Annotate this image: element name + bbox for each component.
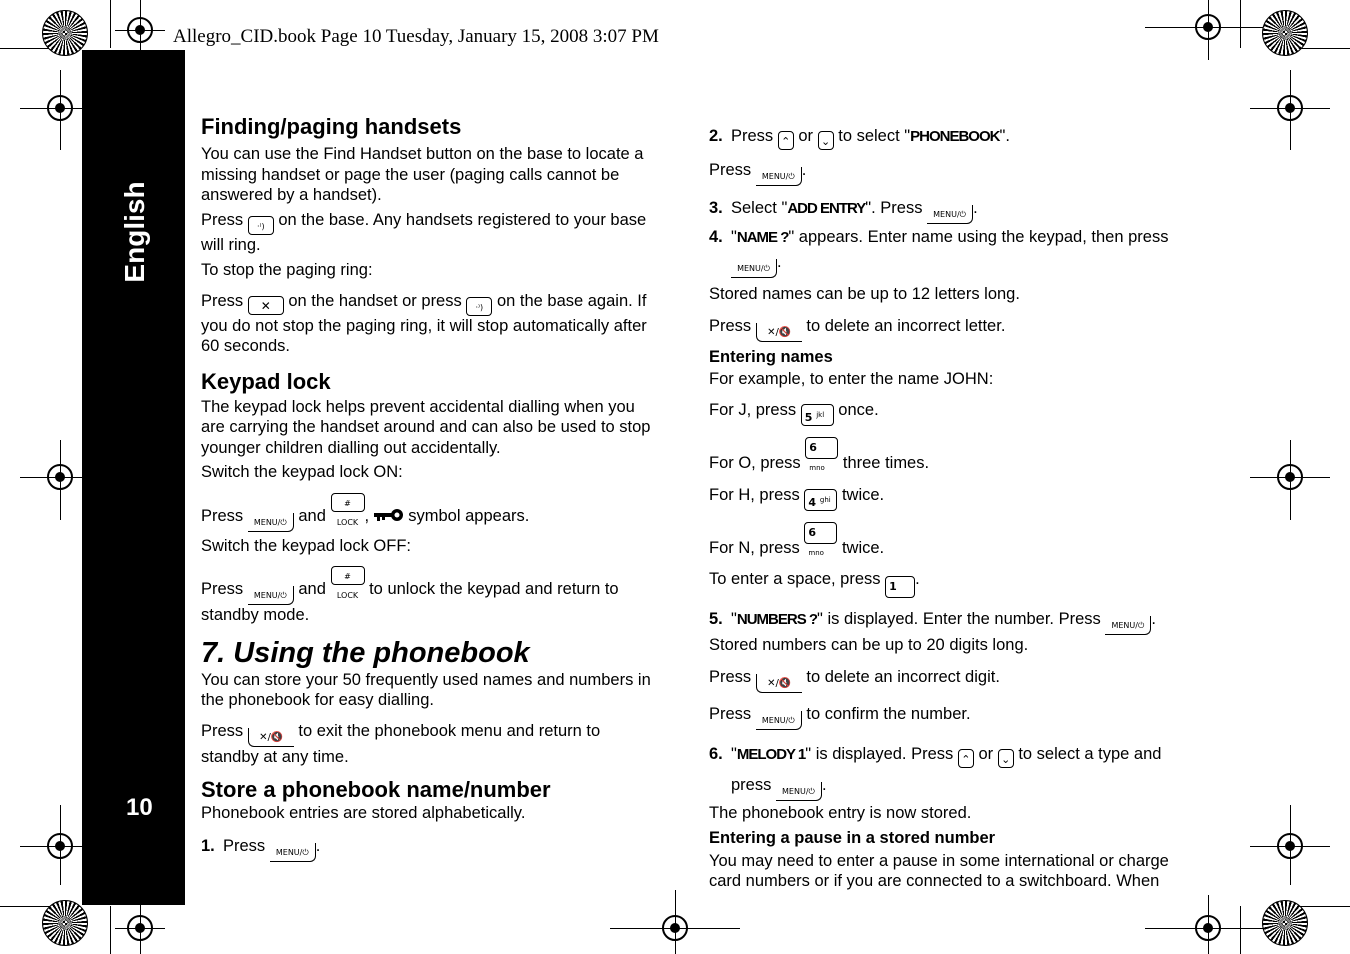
key-6-icon: 6 $^{mno}$: [804, 522, 837, 544]
menu-key-icon: MENU/⏻: [248, 586, 294, 605]
finding-heading: Finding/paging handsets: [201, 114, 462, 139]
keypad-off-text: Press MENU/⏻ and # LOCK to unlock the keypad and return to standby mode.: [201, 566, 661, 626]
mute-delete-key-icon: ✕/🔇: [756, 674, 802, 693]
color-dial-mark: [1262, 10, 1308, 56]
keypad-intro: The keypad lock helps prevent accidental dialling when you are carrying the handset around and can also be used to stop younger children dialling out accidentally.: [201, 397, 651, 457]
key-4-icon: 4 $^{ghi}$: [804, 489, 837, 511]
hash-lock-key-icon: # LOCK: [331, 566, 365, 585]
pause-heading: Entering a pause in a stored number: [709, 829, 996, 847]
registration-mark: [662, 915, 688, 941]
end-call-key-icon: ✕: [248, 296, 284, 315]
menu-key-icon: MENU/⏻: [776, 782, 822, 801]
registration-mark: [47, 833, 73, 859]
step-6-press: press MENU/⏻ .: [709, 775, 1179, 801]
registration-mark: [47, 95, 73, 121]
registration-mark: [1277, 464, 1303, 490]
john-example: For example, to enter the name JOHN:: [709, 369, 994, 388]
for-h: For H, press 4 $^{ghi}$ twice.: [709, 485, 885, 509]
registration-mark: [127, 915, 153, 941]
mute-delete-key-icon: ✕/🔇: [756, 323, 802, 342]
menu-key-icon: MENU/⏻: [756, 711, 802, 730]
step-1: 1. Press MENU/⏻ .: [201, 836, 661, 862]
stop-paging-label: To stop the paging ring:: [201, 261, 373, 279]
registration-mark: [1195, 915, 1221, 941]
pause-text: You may need to enter a pause in some international or charge card numbers or if you are connected to a switchboard. When: [709, 851, 1169, 890]
registration-mark: [1277, 95, 1303, 121]
left-column: [201, 114, 661, 862]
step-3: 3. Select "ADD ENTRY". Press MENU/⏻ .: [709, 198, 1179, 224]
step-4: 4. "NAME ?" appears. Enter name using the keypad, then press: [709, 228, 1169, 246]
confirm-number: Press MENU/⏻ to confirm the number.: [709, 704, 1179, 730]
key-5-icon: 5 $^{jkl}$: [801, 404, 834, 426]
right-column: [709, 126, 1179, 892]
key-1-icon: 1: [885, 576, 915, 598]
delete-digit: Press ✕/🔇 to delete an incorrect digit.: [709, 667, 1179, 693]
key-6-icon: 6 $^{mno}$: [805, 437, 838, 459]
key-lock-icon: [374, 507, 404, 521]
store-heading: Store a phonebook name/number: [201, 777, 551, 802]
down-arrow-key-icon: ⌄: [998, 749, 1014, 768]
menu-key-icon: MENU/⏻: [1105, 616, 1151, 635]
delete-letter: Press ✕/🔇 to delete an incorrect letter.: [709, 316, 1179, 342]
finding-intro: You can use the Find Handset button on the base to locate a missing handset or page the user (paging calls cannot be answered by a handset).: [201, 145, 644, 204]
step-6: 6. "MELODY 1" is displayed. Press ⌃ or ⌄ to select a type and: [709, 744, 1162, 766]
step-2: 2. Press ⌃ or ⌄ to select "PHONEBOOK".: [709, 127, 1010, 148]
keypad-lock-heading: Keypad lock: [201, 368, 331, 394]
stop-paging-text: Press ✕ on the handset or press ·⁾) on the base again. If you do not stop the paging ring, it will stop automatically after 60 seconds.: [201, 291, 647, 355]
color-dial-mark: [42, 900, 88, 946]
color-dial-mark: [1262, 900, 1308, 946]
for-n: For N, press 6 $^{mno}$ twice.: [709, 522, 1179, 559]
page-key-icon: ·⁾): [248, 216, 274, 235]
language-sidebar: [82, 50, 185, 905]
menu-key-icon: MENU/⏻: [731, 259, 777, 278]
enter-space: To enter a space, press 1 .: [709, 569, 1179, 598]
menu-key-icon: MENU/⏻: [270, 843, 316, 862]
down-arrow-key-icon: ⌄: [818, 131, 834, 150]
step-5: 5. "NUMBERS ?" is displayed. Enter the number. Press MENU/⏻ .: [709, 609, 1179, 635]
finding-press-page: Press ·⁾) on the base. Any handsets registered to your base will ring.: [201, 210, 647, 254]
keypad-on-text: Press MENU/⏻ and # LOCK , symbol appears.: [201, 493, 661, 532]
keypad-off-label: Switch the keypad lock OFF:: [201, 536, 411, 555]
page-key-icon: ·⁾): [466, 297, 492, 316]
up-arrow-key-icon: ⌃: [778, 131, 794, 150]
registration-mark: [1277, 833, 1303, 859]
language-label: English: [119, 181, 150, 283]
mute-delete-key-icon: ✕/🔇: [248, 728, 294, 747]
for-j: For J, press 5 $^{jkl}$ once.: [709, 401, 879, 424]
registration-mark: [47, 464, 73, 490]
page-number: 10: [126, 794, 153, 821]
print-header: Allegro_CID.book Page 10 Tuesday, January 15, 2008 3:07 PM: [173, 26, 659, 47]
menu-key-icon: MENU/⏻: [756, 167, 802, 186]
registration-mark: [1195, 14, 1221, 40]
numbers-length: Stored numbers can be up to 20 digits long.: [709, 636, 1029, 654]
menu-key-icon: MENU/⏻: [248, 513, 294, 532]
step-2-press: Press MENU/⏻ .: [709, 160, 1179, 186]
up-arrow-key-icon: ⌃: [958, 749, 974, 768]
keypad-on-label: Switch the keypad lock ON:: [201, 463, 403, 481]
menu-key-icon: MENU/⏻: [927, 205, 973, 224]
registration-mark: [127, 17, 153, 43]
entry-stored: The phonebook entry is now stored.: [709, 803, 972, 822]
phonebook-exit-text: Press ✕/🔇 to exit the phonebook menu and return to standby at any time.: [201, 721, 601, 766]
step-4-key: MENU/⏻ .: [709, 252, 1179, 278]
store-intro: Phonebook entries are stored alphabetically.: [201, 804, 526, 822]
hash-lock-key-icon: # LOCK: [331, 493, 365, 512]
names-length: Stored names can be up to 12 letters long.: [709, 284, 1020, 303]
phonebook-section-title: 7. Using the phonebook: [201, 636, 530, 669]
for-o: For O, press 6 $^{mno}$ three times.: [709, 437, 1179, 474]
phonebook-intro: You can store your 50 frequently used names and numbers in the phonebook for easy dialling.: [201, 670, 651, 709]
entering-names-heading: Entering names: [709, 348, 833, 366]
